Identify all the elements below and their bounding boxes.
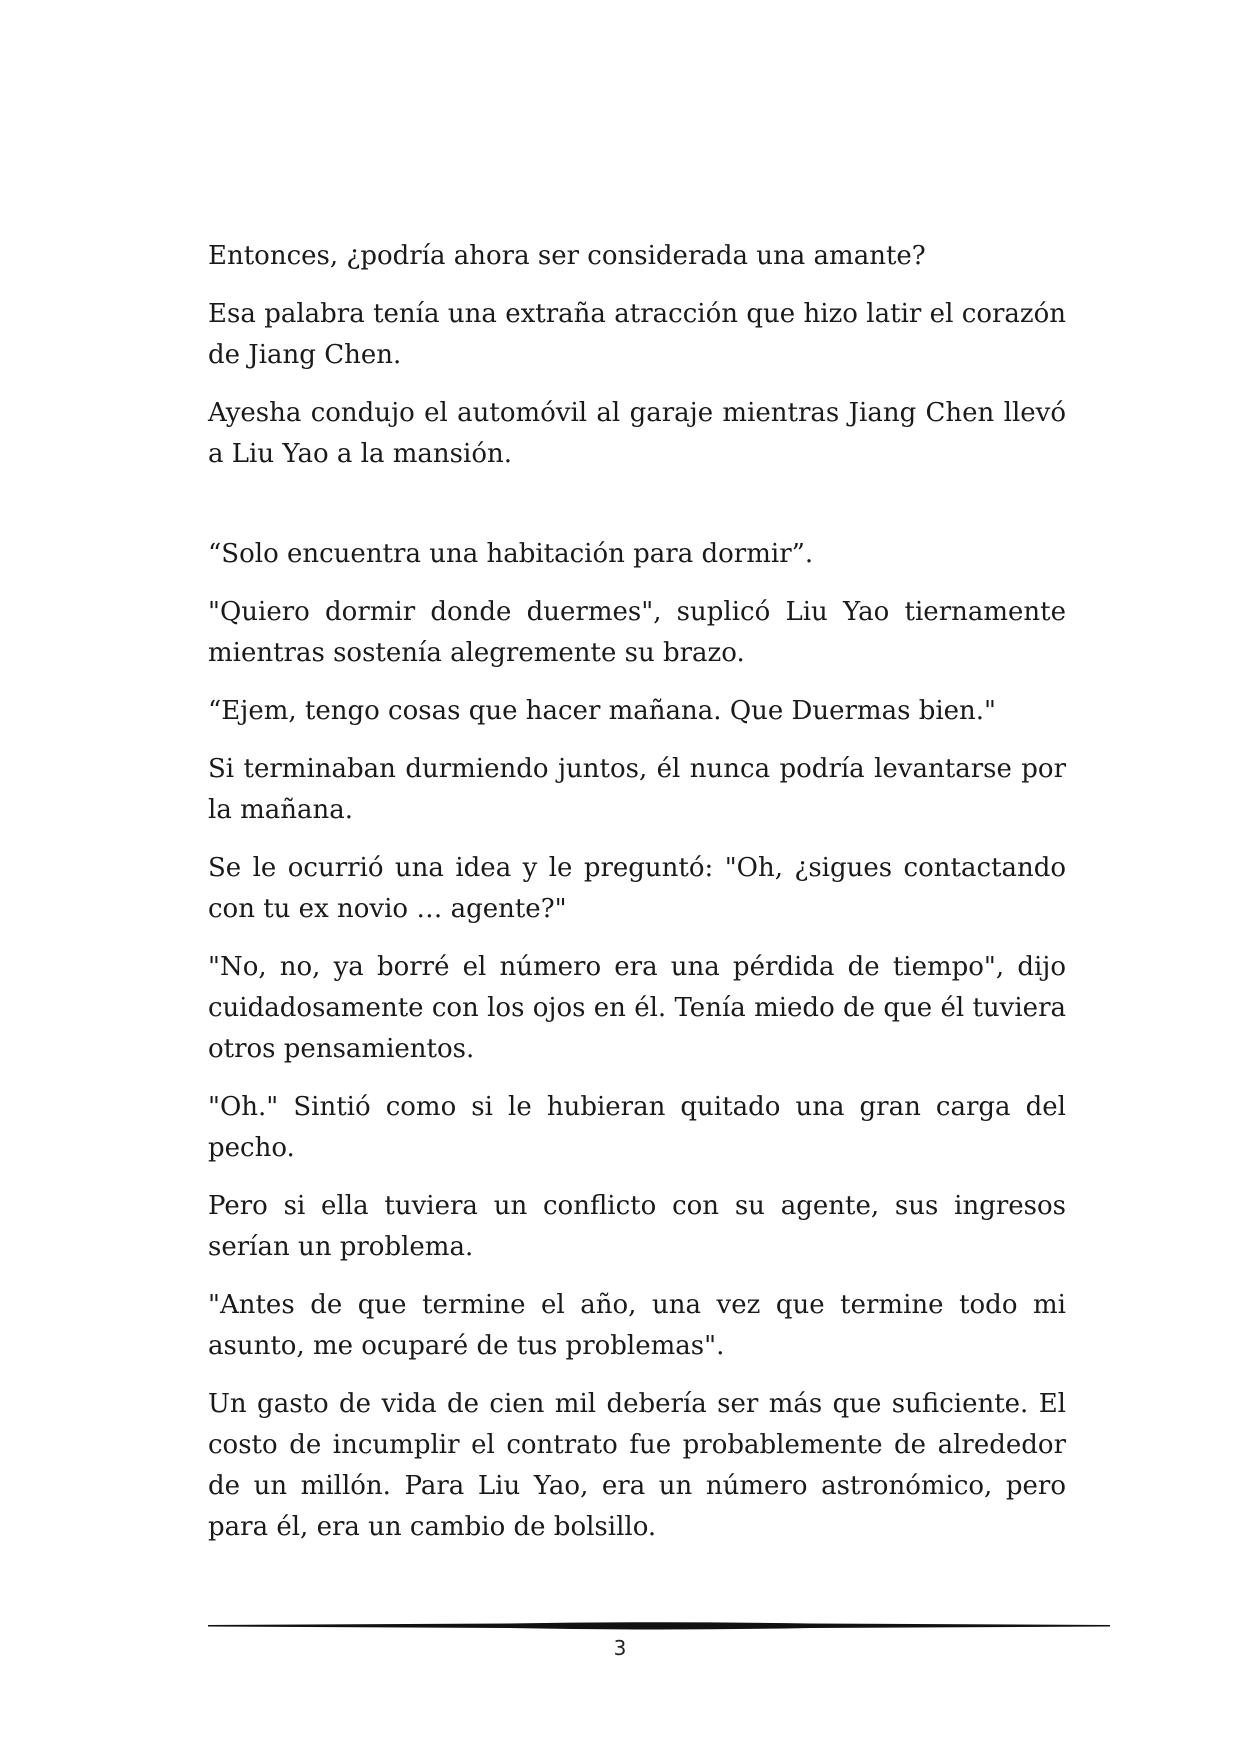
paragraph: "Antes de que termine el año, una vez que termine todo mi asunto, me ocuparé de tus problemas".: [208, 1290, 1066, 1361]
footer-divider: [208, 1620, 1110, 1632]
paragraph: "No, no, ya borré el número era una pérdida de tiempo", dijo cuidadosamente con los ojos en él. Tenía miedo de que él tuviera otros pensamientos.: [208, 952, 1066, 1064]
paragraph: “Ejem, tengo cosas que hacer mañana. Que Duermas bien.": [208, 696, 997, 726]
scene-break: [208, 492, 1066, 534]
paragraph: Esa palabra tenía una extraña atracción que hizo latir el corazón de Jiang Chen.: [208, 299, 1066, 370]
text-body: [208, 236, 1066, 1565]
paragraph: "Quiero dormir donde duermes", suplicó Liu Yao tiernamente mientras sostenía alegremente su brazo.: [208, 597, 1066, 668]
paragraph: Ayesha condujo el automóvil al garaje mientras Jiang Chen llevó a Liu Yao a la mansión.: [208, 398, 1066, 469]
paragraph: Si terminaban durmiendo juntos, él nunca podría levantarse por la mañana.: [208, 754, 1066, 825]
paragraph: Pero si ella tuviera un conflicto con su agente, sus ingresos serían un problema.: [208, 1191, 1066, 1262]
paragraph: Entonces, ¿podría ahora ser considerada una amante?: [208, 241, 926, 271]
paragraph: Un gasto de vida de cien mil debería ser más que suficiente. El costo de incumplir el contrato fue probablemente de alrededor de un millón. Para Liu Yao, era un número astronómico, pero para él, era un cambio de bolsillo.: [208, 1389, 1066, 1542]
paragraph: Se le ocurrió una idea y le preguntó: "Oh, ¿sigues contactando con tu ex novio … agente?": [208, 853, 1066, 924]
paragraph: “Solo encuentra una habitación para dormir”.: [208, 539, 814, 569]
page-number: 3: [613, 1636, 627, 1660]
paragraph: "Oh." Sintió como si le hubieran quitado una gran carga del pecho.: [208, 1092, 1066, 1163]
